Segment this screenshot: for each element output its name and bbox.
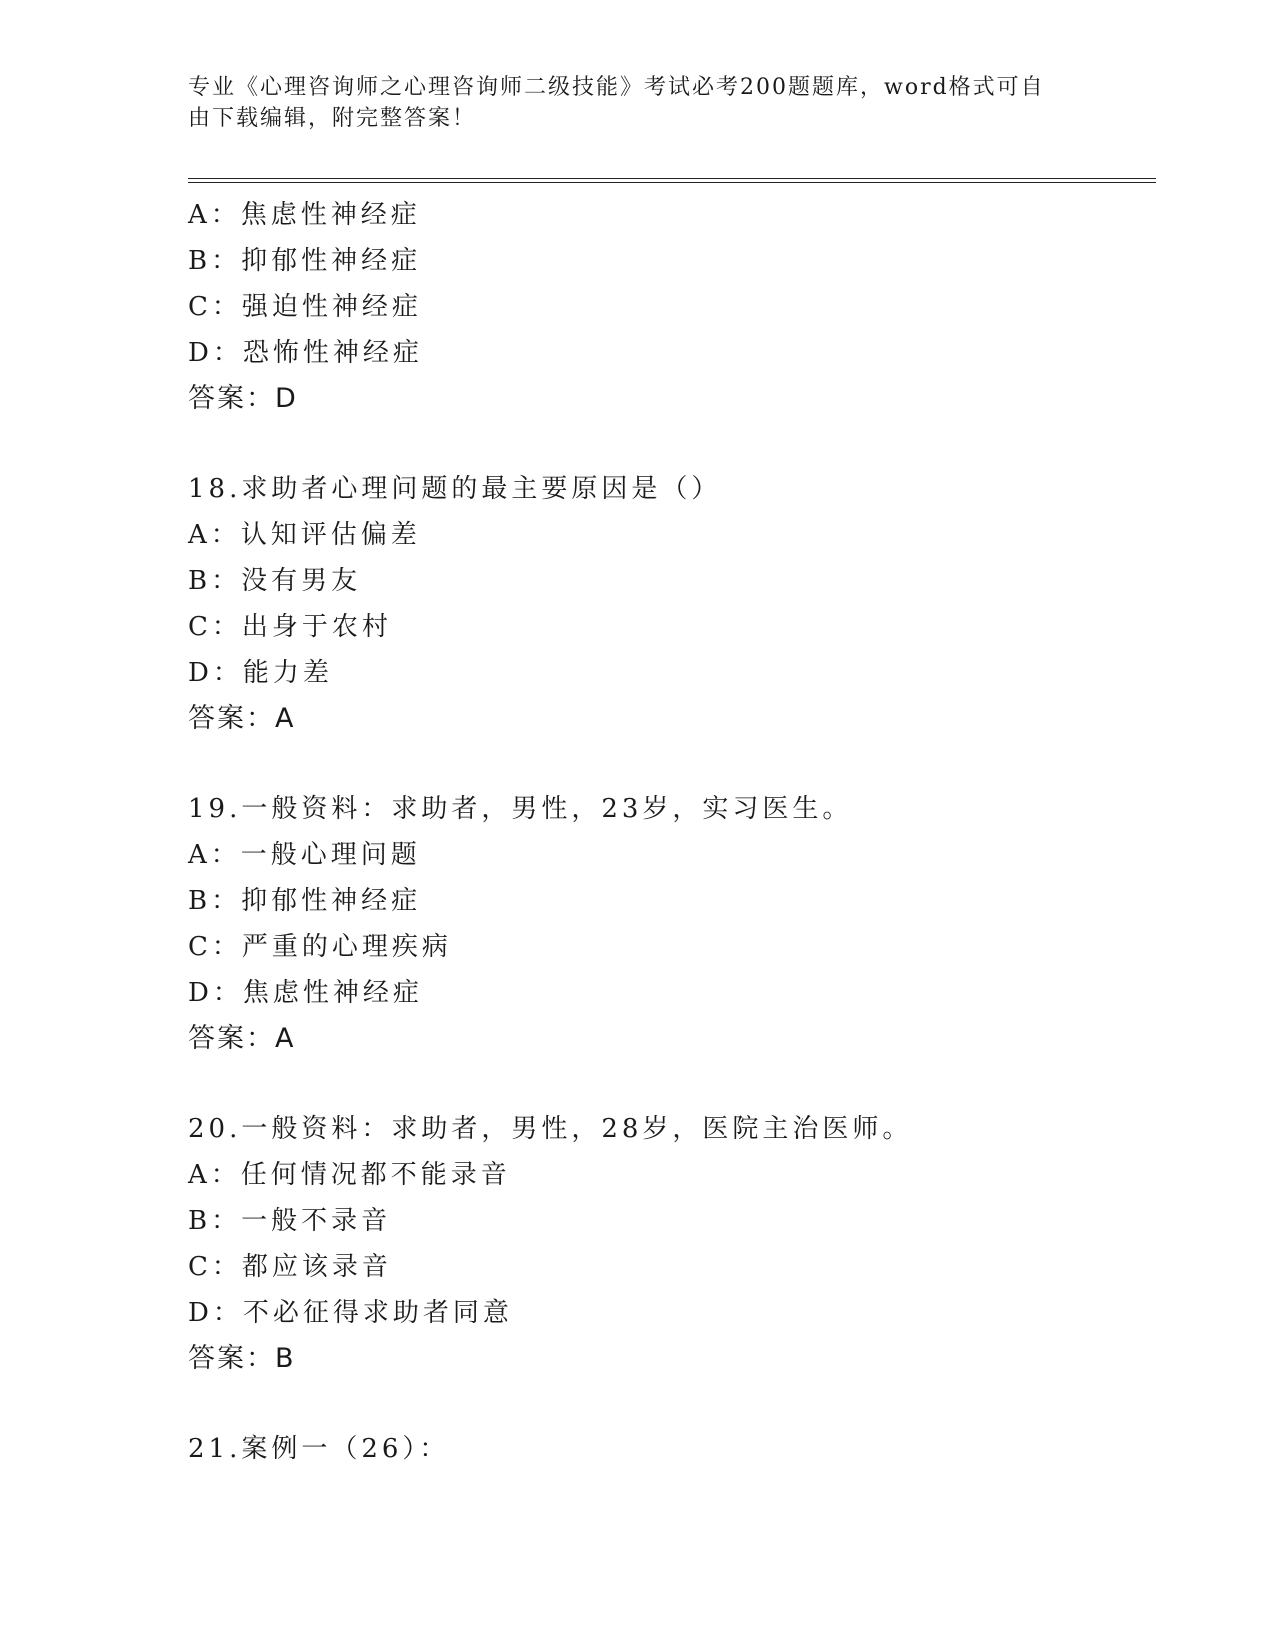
- header-rule-bottom: [188, 182, 1156, 183]
- option-d: D：恐怖性神经症: [188, 338, 423, 368]
- question-stem: 21.案例一（26）：: [188, 1434, 450, 1464]
- question-19: [188, 786, 1156, 1062]
- answer-line: 答案：A: [188, 1023, 296, 1054]
- answer-line: 答案：A: [188, 703, 296, 734]
- question-list: [188, 192, 1156, 1472]
- question-18: [188, 466, 1156, 742]
- header-rule-top: [188, 178, 1156, 179]
- option-b: B：抑郁性神经症: [188, 886, 422, 916]
- question-20: [188, 1106, 1156, 1382]
- option-c: C：都应该录音: [188, 1252, 392, 1282]
- question-stem: 18.求助者心理问题的最主要原因是（）: [188, 474, 722, 504]
- option-b: B：一般不录音: [188, 1206, 392, 1236]
- option-b: B：没有男友: [188, 566, 362, 596]
- option-c: C：强迫性神经症: [188, 292, 422, 322]
- option-a: A：一般心理问题: [188, 840, 421, 870]
- document-intro: 专业《心理咨询师之心理咨询师二级技能》考试必考200题题库，word格式可自由下载编辑，附完整答案！: [188, 75, 1045, 131]
- answer-line: 答案：D: [188, 383, 298, 414]
- option-a: A：任何情况都不能录音: [188, 1160, 511, 1190]
- question-17-fragment: [188, 192, 1156, 422]
- option-c: C：出身于农村: [188, 612, 392, 642]
- question-21: [188, 1426, 1156, 1472]
- option-a: A：认知评估偏差: [188, 520, 421, 550]
- option-d: D：不必征得求助者同意: [188, 1298, 513, 1328]
- option-d: D：能力差: [188, 658, 333, 688]
- question-stem: 20.一般资料：求助者，男性，28岁，医院主治医师。: [188, 1114, 913, 1144]
- question-stem: 19.一般资料：求助者，男性，23岁，实习医生。: [188, 794, 853, 824]
- option-d: D：焦虑性神经症: [188, 978, 423, 1008]
- answer-line: 答案：B: [188, 1343, 296, 1374]
- option-c: C：严重的心理疾病: [188, 932, 452, 962]
- option-b: B：抑郁性神经症: [188, 246, 422, 276]
- option-a: A：焦虑性神经症: [188, 200, 421, 230]
